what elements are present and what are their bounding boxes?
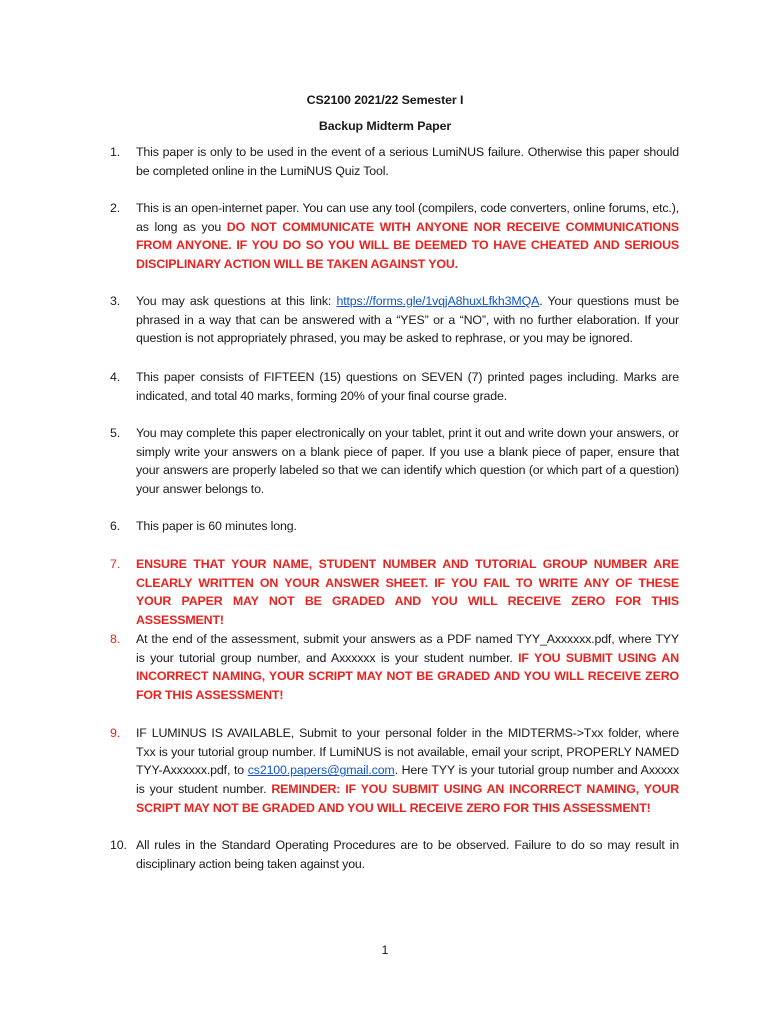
rule-number: 4. bbox=[110, 370, 121, 384]
rule-text bbox=[136, 517, 679, 536]
rule-text bbox=[136, 555, 679, 630]
rule-item-8 bbox=[112, 630, 679, 705]
rule-body: At the end of the assessment, submit your answers as a PDF named TYY_Axxxxxx.pdf, where TYY is your tutorial group number, and Axxxxxx is your student number. bbox=[136, 632, 679, 665]
rule-text bbox=[136, 143, 679, 180]
rule-number: 1. bbox=[110, 145, 121, 159]
page-number: 1 bbox=[381, 943, 389, 957]
rule-text bbox=[136, 724, 679, 818]
rule-number: 8. bbox=[110, 632, 121, 646]
rule-item-10 bbox=[112, 836, 679, 873]
document-title: CS2100 2021/22 Semester I bbox=[306, 93, 464, 107]
rule-text bbox=[136, 368, 679, 405]
rule-number: 9. bbox=[110, 726, 121, 740]
rule-body: You may complete this paper electronically on your tablet, print it out and write down your answers, or simply write your answers on a blank piece of paper. If you use a blank piece of paper, ensure that your answers are properly labeled so that we can identify which question (or which part of a question) your answer belongs to. bbox=[136, 426, 679, 497]
rule-body: You may ask questions at this link: bbox=[136, 294, 337, 308]
rule-body: All rules in the Standard Operating Procedures are to be observed. Failure to do so may result in disciplinary action being taken against you. bbox=[136, 838, 679, 871]
rule-number: 6. bbox=[110, 519, 121, 533]
rule-body: IF LUMINUS IS AVAILABLE, Submit to your personal folder in the MIDTERMS->Txx folder, where Txx is your tutorial group number. If LumiNUS is not available, email your script, PROPERLY NAMED TYY-Axxxxxx.pdf, to bbox=[136, 726, 679, 778]
rule-item-2 bbox=[112, 199, 679, 274]
rule-body: This is an open-internet paper. You can use any tool (compilers, code converters, online forums, etc.), as long as you bbox=[136, 201, 679, 234]
rule-text bbox=[136, 836, 679, 873]
warning-text: REMINDER: IF YOU SUBMIT USING AN INCORRECT NAMING, YOUR SCRIPT MAY NOT BE GRADED AND YOU WILL RECEIVE ZERO FOR THIS ASSESSMENT! bbox=[136, 782, 680, 815]
rule-number: 3. bbox=[110, 294, 121, 308]
rule-item-9 bbox=[112, 724, 679, 818]
rule-number: 7. bbox=[110, 557, 121, 571]
rule-number: 5. bbox=[110, 426, 121, 440]
rule-item-3 bbox=[112, 292, 679, 348]
rule-text bbox=[136, 199, 679, 274]
rule-text bbox=[136, 424, 679, 499]
warning-text: DO NOT COMMUNICATE WITH ANYONE NOR RECEIVE COMMUNICATIONS FROM ANYONE. IF YOU DO SO YOU WILL BE DEEMED TO HAVE CHEATED AND SERIOUS DISCIPLINARY ACTION WILL BE TAKEN AGAINST YOU. bbox=[136, 219, 679, 272]
submission-email-link[interactable]: cs2100.papers@gmail.com bbox=[247, 763, 395, 778]
rule-item-4 bbox=[112, 368, 679, 405]
rule-item-6 bbox=[112, 517, 679, 536]
warning-text: ENSURE THAT YOUR NAME, STUDENT NUMBER AND TUTORIAL GROUP NUMBER ARE CLEARLY WRITTEN ON YOUR ANSWER SHEET. IF YOU FAIL TO WRITE ANY OF THESE YOUR PAPER MAY NOT BE GRADED AND YOU WILL RECEIVE ZERO FOR THIS ASSESSMENT! bbox=[136, 557, 679, 628]
rule-body: This paper consists of FIFTEEN (15) questions on SEVEN (7) printed pages including. Marks are indicated, and total 40 marks, forming 20% of your final course grade. bbox=[136, 370, 679, 403]
rule-number: 10. bbox=[110, 838, 127, 852]
rule-body: This paper is only to be used in the event of a serious LumiNUS failure. Otherwise this paper should be completed online in the LumiNUS Quiz Tool. bbox=[136, 145, 679, 178]
warning-text: IF YOU SUBMIT USING AN INCORRECT NAMING, YOUR SCRIPT MAY NOT BE GRADED AND YOU WILL RECEIVE ZERO FOR THIS ASSESSMENT! bbox=[136, 650, 680, 703]
rule-number: 2. bbox=[110, 201, 121, 215]
rule-item-5 bbox=[112, 424, 679, 499]
rule-text bbox=[136, 630, 679, 705]
rule-item-1 bbox=[112, 143, 679, 180]
rule-body-continued: . Here TYY is your tutorial group number and Axxxxx is your student number. bbox=[136, 763, 679, 797]
document-subtitle: Backup Midterm Paper bbox=[318, 119, 452, 133]
questions-form-link[interactable]: https://forms.gle/1vqjA8huxLfkh3MQA bbox=[336, 294, 540, 308]
rule-body: This paper is 60 minutes long. bbox=[136, 519, 297, 533]
rule-body-continued: . Your questions must be phrased in a way that can be answered with a “YES” or a “NO”, with no further elaboration. If your question is not appropriately phrased, you may be asked to rephrase, or you may be ignored. bbox=[136, 294, 679, 346]
rule-item-7 bbox=[112, 555, 679, 630]
rule-text bbox=[136, 292, 679, 348]
